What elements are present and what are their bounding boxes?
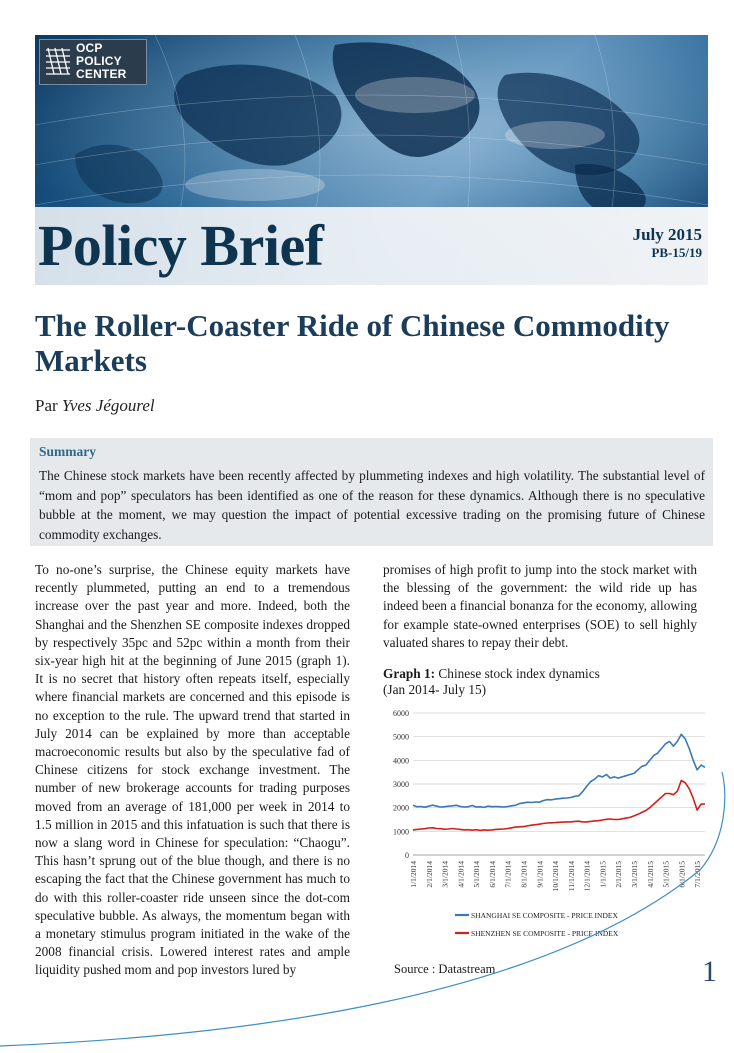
logo-line-1: OCP [76,41,103,55]
ocp-logo [39,39,147,85]
summary-heading: Summary [39,444,96,459]
x-tick-label: 1/1/2014 [409,861,418,888]
y-tick-label: 0 [405,851,409,860]
chart-source: Source : Datastream [394,962,496,976]
x-tick-label: 4/1/2015 [645,861,655,888]
chart-x-ticks [409,861,702,892]
x-tick-label: 5/1/2014 [472,861,482,888]
graph-caption [383,666,713,698]
y-tick-label: 1000 [393,827,409,837]
author-name: Yves Jégourel [61,396,155,415]
logo-line-2: POLICY [76,54,122,68]
summary-box [30,438,713,546]
chart-legend [455,911,619,938]
x-tick-label: 4/1/2014 [456,861,466,888]
body-column-right: promises of high profit to jump into the stock market with the blessing of the government: the wild ride up has indeed been a financial bonanza for the economy, allowing for example state-owned enterprises (SOE) to sell highly valuated shares to repay their debt. [383,562,697,650]
x-tick-label: 1/1/2015 [598,861,608,888]
x-tick-label: 5/1/2015 [661,861,671,888]
x-tick-label: 2/1/2014 [424,861,434,888]
x-tick-label: 3/1/2014 [440,861,450,888]
x-tick-label: 6/1/2015 [677,861,687,888]
x-tick-label: 7/1/2014 [503,861,513,888]
chart-y-ticks [393,709,409,860]
x-tick-label: 9/1/2014 [535,861,545,888]
y-tick-label: 3000 [393,780,409,789]
graph-caption-text: Chinese stock index dynamics [438,666,600,681]
publication-code: PB-15/19 [651,245,702,260]
chart-series-lines [413,734,705,830]
legend-label: SHENZHEN SE COMPOSITE - PRICE INDEX [471,929,619,938]
header-banner [35,35,708,285]
chart-gridlines [413,713,705,855]
x-tick-label: 2/1/2015 [614,861,624,888]
globe-grid-icon [44,46,72,76]
graph-label: Graph 1: [383,666,436,681]
x-tick-label: 6/1/2014 [487,861,497,888]
x-tick-label: 11/1/2014 [566,861,576,892]
y-tick-label: 2000 [393,803,409,813]
y-tick-label: 4000 [393,756,409,766]
x-tick-label: 8/1/2014 [519,861,529,888]
stock-index-chart [383,703,713,953]
x-tick-label: 7/1/2015 [693,861,703,888]
article-title: The Roller-Coaster Ride of Chinese Commodity Markets [35,308,670,378]
byline-prefix: Par [35,396,58,415]
legend-label: SHANGHAI SE COMPOSITE - PRICE INDEX [471,911,618,920]
y-tick-label: 6000 [393,709,409,718]
summary-text: The Chinese stock markets have been recently affected by plummeting indexes and high volatility. The substantial level of “mom and pop” speculators has been identified as one of the reason for these dynamics. Although there is no speculative bubble at the moment, we may question the impact of potential excessive trading on the promising future of Chinese commodity exchanges. [39,468,705,542]
x-tick-label: 3/1/2015 [629,861,639,888]
publication-date-block [633,225,702,261]
publication-title: Policy Brief [38,213,324,278]
body-column-left: To no-one’s surprise, the Chinese equity markets have recently plummeted, putting an end to a tremendous increase over the past year and more. Indeed, both the Shanghai and the Shenzhen SE composite indexes dropped by respectively 35pc and 52pc within a month from their six-year high hit at the beginning of June 2015 (graph 1). It is no secret that history often repeats itself, especially where financial markets are concerned and this episode is no exception to the rule. The upward trend that started in July 2014 can be explained by more than acceptable macroeconomic results but also by the speculative fad of Chinese citizens for stock exchange investment. The number of new brokerage accounts for trading purposes moved from an average of 181,000 per week in 2014 to 1.5 million in 2015 and this infatuation is such that there is now a slang word in Chinese for speculation: “Chaogu”. This hasn’t sprung out of the blue though, and there is no escaping the fact that the Chinese government has much to do with this roller-coaster ride unseen since the dot-com speculative bubble. As always, the momentum began with a monetary stimulus program initiated in the wake of the 2008 financial crisis. Lowered interest rates and ample liquidity pushed mom and pop investors lured by [35,562,350,978]
y-tick-label: 5000 [393,732,409,742]
x-tick-label: 12/1/2014 [582,861,592,892]
page-number: 1 [702,955,717,988]
publication-date: July 2015 [632,225,702,244]
byline [35,396,155,416]
x-tick-label: 10/1/2014 [551,861,561,892]
graph-subcaption: (Jan 2014- July 15) [383,682,487,697]
logo-line-3: CENTER [76,67,127,81]
